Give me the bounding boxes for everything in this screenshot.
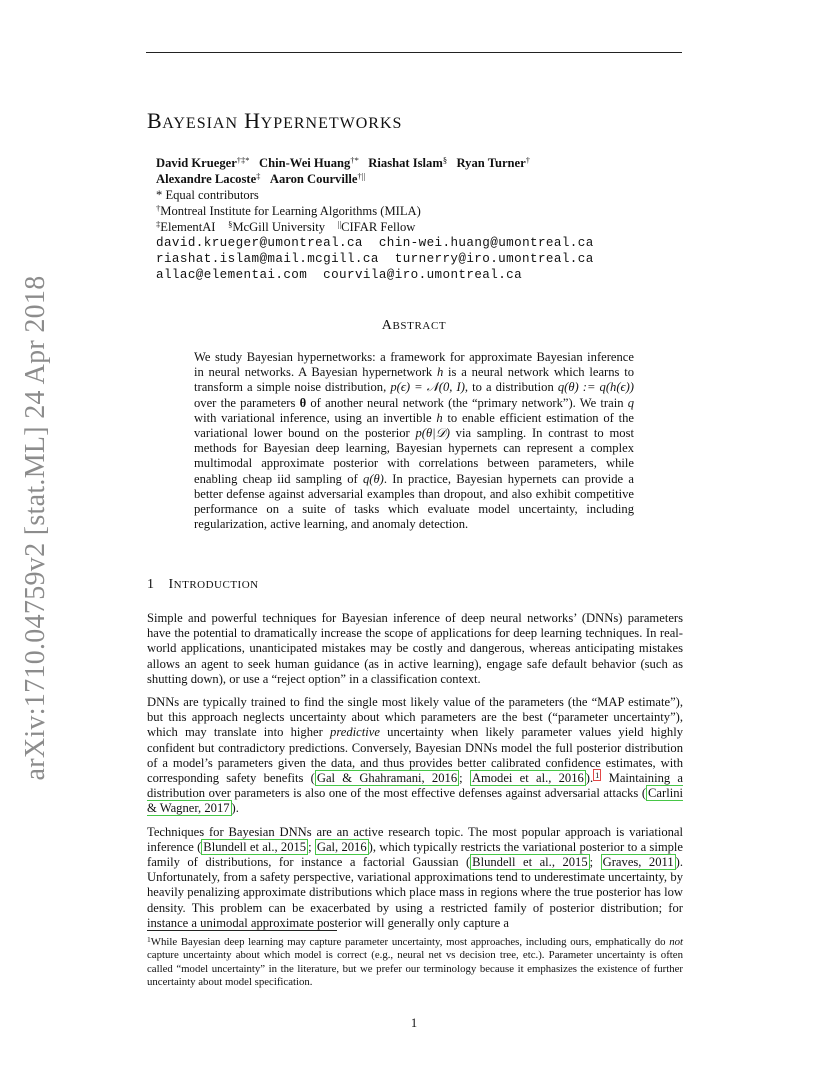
author-line-2: [156, 171, 676, 187]
text-run: ;: [308, 839, 315, 854]
footnote: [147, 936, 683, 990]
citation-link[interactable]: Carlini & Wagner, 2017: [147, 786, 683, 816]
author-mark: †: [525, 155, 530, 165]
text-run: DNNs are typically trained to find the single most likely value of the parameters (the “MAP estimate”), but this approach neglects uncertainty about which parameters are the best (“parameter uncertainty”), which may translate into higher: [147, 695, 683, 740]
email-link[interactable]: turnerry@iro.umontreal.ca: [394, 252, 594, 266]
text-run: ;: [459, 771, 470, 786]
text-run: ).: [231, 801, 239, 816]
paper-title: [147, 108, 402, 134]
paragraph-2: [147, 695, 683, 817]
affiliation-mark: ‡: [156, 219, 161, 229]
email-line-2: [156, 251, 676, 267]
section-title-rest: NTRODUCTION: [173, 579, 259, 591]
footnote-rule: [147, 930, 337, 931]
author-block: [156, 155, 676, 283]
text-run: with variational inference, using an invertible: [194, 410, 437, 425]
email-link[interactable]: david.krueger@umontreal.ca: [156, 236, 363, 250]
author-mark: †‡*: [236, 155, 250, 165]
title-rest-2: YPERNETWORKS: [260, 115, 403, 132]
intro-body: [147, 611, 683, 939]
text-run: over the parameters: [194, 395, 300, 410]
equal-contribution-note: * Equal contributors: [156, 188, 259, 202]
arxiv-stamp: arXiv:1710.04759v2 [stat.ML] 24 Apr 2018: [20, 275, 51, 781]
abstract-heading: [0, 318, 828, 334]
text-run: is a neural network which learns to transform a simple noise distribution,: [194, 365, 635, 395]
author-mark: †*: [350, 155, 359, 165]
text-run: capture uncertainty about which model is correct (e.g., neural net vs decision tree, etc.). Parameter uncertainty is often called “model uncertainty” in the literature, but we prefer our terminology because it emphasizes the existence of further uncertainty about model specification.: [147, 949, 683, 989]
math-expr: q(θ): [363, 471, 384, 486]
author-name: Aaron Courville: [269, 172, 358, 186]
emphasis: predictive: [330, 725, 380, 740]
paragraph-3: [147, 825, 683, 931]
math-var: h: [436, 365, 444, 380]
emphasis: not: [669, 936, 683, 948]
footnote-link[interactable]: 1: [595, 770, 600, 781]
author-line-1: [156, 155, 676, 171]
affiliation-name: McGill University: [232, 220, 326, 234]
top-rule: [146, 52, 682, 53]
citation-link[interactable]: Amodei et al., 2016: [471, 771, 584, 786]
footnote-mark: 1: [147, 935, 151, 944]
citation-link[interactable]: Graves, 2011: [602, 855, 674, 870]
text-run: Maintaining a distribution over parameters is also one of the most effective defenses against adversarial attacks (: [147, 771, 683, 801]
title-rest-1: AYESIAN: [162, 115, 239, 132]
email-link[interactable]: riashat.islam@mail.mcgill.ca: [156, 252, 379, 266]
section-number: 1: [147, 577, 155, 592]
text-run: via sampling. In contrast to most methods for Bayesian deep learning, Bayesian hypernets can represent a complex multimodal approximate posterior with correlations between parameters, while enabling cheap iid sampling of: [194, 426, 634, 486]
author-mark: ‡: [256, 171, 261, 181]
affiliation-mila: [156, 203, 676, 219]
text-run: ).: [585, 771, 594, 786]
citation-link[interactable]: Blundell et al., 2015: [472, 855, 588, 870]
author-name: Alexandre Lacoste: [156, 172, 257, 186]
affiliation-mark: ||: [337, 219, 342, 229]
text-run: uncertainty when likely parameter values yield highly confident but contradictory predictions. Conversely, Bayesian DNNs model the full posterior distribution of a model’s parameters given the data, and thus provides better calibrated confidence estimates, with corresponding safety benefits (: [147, 725, 684, 786]
email-link[interactable]: allac@elementai.com: [156, 268, 308, 282]
citation-link[interactable]: Blundell et al., 2015: [203, 839, 307, 854]
abstract-heading-rest: BSTRACT: [392, 320, 447, 332]
email-line-3: [156, 267, 676, 283]
affiliation-name: CIFAR Fellow: [341, 220, 416, 234]
affiliation-line: [156, 219, 676, 235]
text-run: ;: [589, 855, 601, 870]
author-name: Chin-Wei Huang: [259, 156, 351, 170]
email-line-1: [156, 235, 676, 251]
author-name: David Krueger: [156, 156, 237, 170]
email-link[interactable]: chin-wei.huang@umontreal.ca: [378, 236, 594, 250]
abstract-heading-initial: A: [381, 318, 393, 333]
math-expr: p(θ|𝒟): [415, 426, 450, 441]
text-run: ). Unfortunately, from a safety perspective, variational approximations tend to underestimate uncertainty, by heavily penalizing approximate distributions which place mass in regions where the true posterior has low density. This problem can be exacerbated by using a restricted family of posterior distribution; for instance a unimodal approximate posterior will generally only capture a: [147, 855, 683, 930]
text-run: to enable efficient estimation of the variational lower bound on the posterior: [194, 410, 634, 441]
paragraph-1: Simple and powerful techniques for Bayesian inference of deep neural networks’ (DNNs) parameters have the potential to dramatically increase the scope of applications for deep learning techniques. In real-world applications, unanticipated mistakes may be costly and dangerous, whereas anticipating mistakes allows an agent to seek human guidance (as in active learning), engage safe default behavior (such as shutting down), or use a “reject option” in a classification context.: [147, 611, 683, 686]
affiliation-name: ElementAI: [160, 220, 216, 234]
text-run: . In practice, Bayesian hypernets can provide a better defense against adversarial examples than dropout, and also exhibit competitive performance on a suite of tasks which evaluate model uncertainty, including regularization, active learning, and anomaly detection.: [194, 471, 634, 532]
affiliation-mark: †: [156, 203, 161, 213]
text-run: , to a distribution: [464, 380, 558, 395]
affiliation-name: Montreal Institute for Learning Algorithms (MILA): [160, 204, 421, 218]
title-initial-1: B: [147, 108, 163, 133]
title-initial-2: H: [244, 108, 261, 133]
math-var: q: [627, 395, 635, 410]
page-number: 1: [410, 1016, 418, 1030]
citation-link[interactable]: Gal, 2016: [316, 839, 367, 854]
abstract-text: [194, 350, 634, 532]
math-var: θ: [299, 395, 307, 410]
text-run: We study Bayesian hypernetworks: a framework for approximate Bayesian inference in neural networks. A Bayesian hypernetwork: [194, 350, 634, 380]
text-run: of another neural network (the “primary network”). We train: [306, 395, 628, 410]
author-mark: §: [442, 155, 448, 165]
math-var: h: [436, 410, 443, 425]
text-run: While Bayesian deep learning may capture parameter uncertainty, most approaches, including ours, emphatically do: [150, 936, 670, 948]
math-expr: p(ϵ) = 𝒩(0, I): [390, 380, 465, 395]
author-name: Riashat Islam: [368, 156, 443, 170]
section-heading: [147, 577, 259, 593]
author-mark: †||: [357, 171, 366, 181]
author-name: Ryan Turner: [456, 156, 526, 170]
text-run: ), which typically restricts the variational posterior to a simple family of distributions, for instance a factorial Gaussian (: [147, 839, 683, 870]
math-expr: q(θ) := q(h(ϵ)): [557, 380, 635, 395]
citation-link[interactable]: Gal & Ghahramani, 2016: [316, 771, 458, 786]
affiliation-mark: §: [228, 219, 233, 229]
text-run: Techniques for Bayesian DNNs are an active research topic. The most popular approach is variational inference (: [147, 824, 683, 854]
section-initial: I: [168, 577, 174, 592]
email-link[interactable]: courvila@iro.umontreal.ca: [323, 268, 523, 282]
